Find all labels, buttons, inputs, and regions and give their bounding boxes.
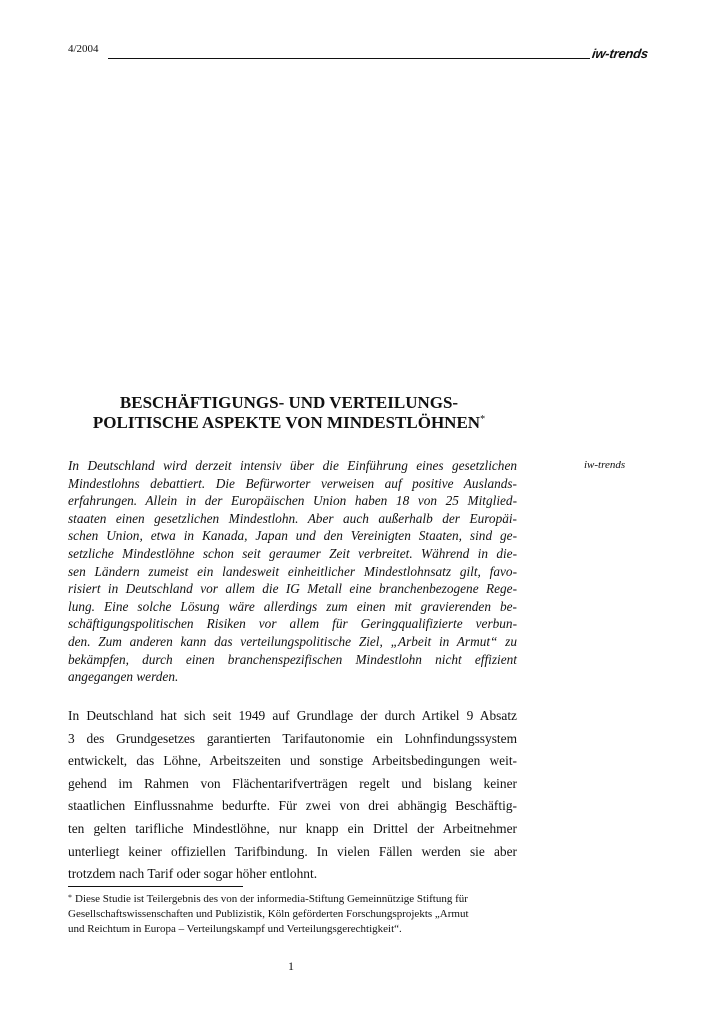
abstract-line: risiert in Deutschland vor allem die IG Metall eine branchenbezogene Rege- (68, 581, 517, 597)
footnote-line: Gesellschaftswissenschaften und Publizistik, Köln geförderten Forschungsprojekts „Armut (68, 908, 469, 920)
body-line: In Deutschland hat sich seit 1949 auf Grundlage der durch Artikel 9 Absatz (68, 708, 517, 723)
body-line: ten gelten tarifliche Mindestlöhne, nur knapp ein Drittel der Arbeitnehmer (68, 820, 517, 836)
abstract-line: schäftigungspolitischen Risiken vor allem für Geringqualifizierte verbun- (68, 616, 517, 632)
abstract-line: setzliche Mindestlöhne schon seit geraumer Zeit verbreitet. Während in die- (68, 545, 517, 561)
body-line: 3 des Grundgesetzes garantierten Tarifautonomie ein Lohnfindungssystem (68, 730, 517, 746)
body-line: entwickelt, das Löhne, Arbeitszeiten und sonstige Arbeitsbedingungen weit- (68, 753, 517, 769)
abstract-line: sen Ländern zumeist ein landesweit einheitlicher Mindestlohnsatz gilt, favo- (68, 563, 517, 579)
footnote-line-1-text: Diese Studie ist Teilergebnis des von der informedia-Stiftung Gemeinnützige Stiftung für (75, 893, 468, 905)
abstract (68, 457, 517, 686)
body-line: staatlichen Einflussnahme bedurfte. Für zwei von drei abhängig Beschäftig- (68, 798, 517, 814)
abstract-line: In Deutschland wird derzeit intensiv über die Einführung eines gesetzlichen (68, 458, 517, 473)
abstract-line: staaten einen gesetzlichen Mindestlohn. Aber auch außerhalb der Europäi- (68, 510, 517, 526)
title-line-2-text: POLITISCHE ASPEKTE VON MINDESTLÖHNEN (92, 413, 481, 432)
article-title (62, 393, 516, 433)
abstract-line: angegangen werden. (68, 669, 179, 685)
abstract-line: bekämpfen, durch einen branchenspezifischen Mindestlohn nicht effizient (68, 651, 517, 667)
abstract-line: erfahrungen. Allein in der Europäischen Union haben 18 von 25 Mitglied- (68, 493, 517, 509)
body-line: unterliegt keiner offiziellen Tarifbindung. In vielen Fällen werden sie aber (68, 843, 517, 859)
body-paragraph (68, 705, 517, 886)
header-rule (108, 58, 590, 59)
footnote-line: und Reichtum in Europa – Verteilungskampf und Verteilungsgerechtigkeit“. (68, 923, 402, 935)
page-number: 1 (288, 959, 294, 973)
iw-trends-logo: iw-trends (591, 46, 650, 61)
abstract-line: lung. Eine solche Lösung wäre allerdings zum einen mit gravierenden be- (68, 598, 517, 614)
body-line: gehend im Rahmen von Flächentarifverträgen regelt und bislang keiner (68, 775, 517, 791)
margin-note: iw-trends (584, 459, 626, 471)
footnote-mark: * (68, 893, 72, 902)
title-footnote-mark: * (480, 414, 486, 425)
body-line: trotzdem nach Tarif oder sogar höher entlohnt. (68, 866, 318, 882)
footnote-line (68, 892, 517, 907)
title-line-2 (62, 413, 516, 433)
footnote-rule (68, 886, 243, 887)
abstract-line: den. Zum anderen kann das verteilungspolitische Ziel, „Arbeit in Armut“ zu (68, 633, 517, 649)
abstract-line: Mindestlohns debattiert. Die Befürworter verweisen auf positive Auslands- (68, 475, 517, 491)
title-line-1: BESCHÄFTIGUNGS- UND VERTEILUNGS- (119, 393, 459, 412)
issue-number: 4/2004 (68, 43, 99, 55)
abstract-line: schen Union, etwa in Kanada, Japan und den Vereinigten Staaten, sind ge- (68, 528, 517, 544)
footnote (68, 892, 517, 937)
